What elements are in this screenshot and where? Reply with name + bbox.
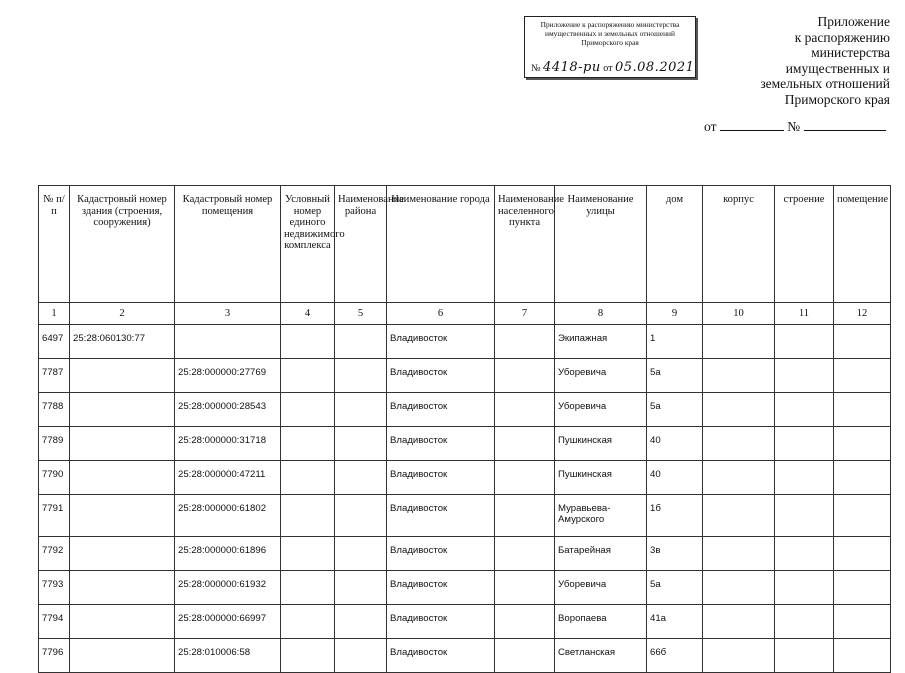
city-cell: Владивосток [387, 605, 495, 639]
structure-cell [775, 427, 834, 461]
appendix-date-line [704, 118, 886, 135]
col-header: Наименование населенного пункта [495, 186, 555, 303]
district-cell [335, 639, 387, 673]
building-block-cell [703, 427, 775, 461]
district-cell [335, 537, 387, 571]
table-body [39, 325, 891, 673]
district-cell [335, 325, 387, 359]
building-block-cell [703, 537, 775, 571]
city-cell: Владивосток [387, 393, 495, 427]
settlement-cell [495, 393, 555, 427]
structure-cell [775, 605, 834, 639]
table-row [39, 571, 891, 605]
building-block-cell [703, 639, 775, 673]
complex-number-cell [281, 359, 335, 393]
street-cell: Воропаева [555, 605, 647, 639]
premises-cell [834, 325, 891, 359]
city-cell: Владивосток [387, 495, 495, 537]
premises-cadastral-number-cell: 25:28:000000:27769 [175, 359, 281, 393]
stamp-date-value: 05.08.2021 [614, 60, 695, 75]
row-number-cell: 7794 [39, 605, 70, 639]
complex-number-cell [281, 495, 335, 537]
premises-cell [834, 427, 891, 461]
premises-cell [834, 605, 891, 639]
building-cadastral-number-cell [70, 639, 175, 673]
row-number-cell: 7792 [39, 537, 70, 571]
premises-cadastral-number-cell: 25:28:000000:61932 [175, 571, 281, 605]
col-header: дом [647, 186, 703, 303]
date-blank [720, 118, 784, 131]
appendix-line: Приложение [817, 14, 890, 29]
house-cell: 66б [647, 639, 703, 673]
city-cell: Владивосток [387, 461, 495, 495]
table-row [39, 639, 891, 673]
col-header: № п/п [39, 186, 70, 303]
house-cell: 5а [647, 571, 703, 605]
appendix-line: имущественных и [785, 60, 890, 76]
column-number: 10 [703, 303, 775, 325]
premises-cell [834, 639, 891, 673]
street-cell: Муравьева-Амурского [555, 495, 647, 537]
row-number-cell: 7787 [39, 359, 70, 393]
appendix-from-label: от [704, 119, 717, 134]
row-number-cell: 7793 [39, 571, 70, 605]
building-cadastral-number-cell [70, 393, 175, 427]
header-row [39, 186, 891, 303]
building-cadastral-number-cell [70, 537, 175, 571]
row-number-cell: 7788 [39, 393, 70, 427]
building-block-cell [703, 495, 775, 537]
structure-cell [775, 461, 834, 495]
settlement-cell [495, 495, 555, 537]
column-number: 4 [281, 303, 335, 325]
premises-cell [834, 393, 891, 427]
stamp-line-3: Приморского края [581, 38, 639, 47]
row-number-cell: 7790 [39, 461, 70, 495]
table-row [39, 325, 891, 359]
premises-cadastral-number-cell: 25:28:010006:58 [175, 639, 281, 673]
building-cadastral-number-cell: 25:28:060130:77 [70, 325, 175, 359]
district-cell [335, 571, 387, 605]
col-header: строение [775, 186, 834, 303]
column-number: 7 [495, 303, 555, 325]
table-row [39, 393, 891, 427]
house-cell: 41а [647, 605, 703, 639]
street-cell: Пушкинская [555, 461, 647, 495]
house-cell: 5а [647, 393, 703, 427]
premises-cadastral-number-cell: 25:28:000000:31718 [175, 427, 281, 461]
building-cadastral-number-cell [70, 571, 175, 605]
stamp-number-label: № [531, 63, 541, 74]
premises-cadastral-number-cell: 25:28:000000:28543 [175, 393, 281, 427]
building-block-cell [703, 605, 775, 639]
premises-cell [834, 461, 891, 495]
row-number-cell: 7789 [39, 427, 70, 461]
complex-number-cell [281, 427, 335, 461]
building-block-cell [703, 393, 775, 427]
stamp-from-label: от [603, 63, 613, 74]
house-cell: 5а [647, 359, 703, 393]
street-cell: Светланская [555, 639, 647, 673]
premises-cadastral-number-cell: 25:28:000000:47211 [175, 461, 281, 495]
approval-stamp [524, 16, 696, 78]
table-row [39, 605, 891, 639]
column-number: 6 [387, 303, 495, 325]
table-row [39, 359, 891, 393]
column-number: 2 [70, 303, 175, 325]
table-row [39, 537, 891, 571]
premises-cadastral-number-cell: 25:28:000000:66997 [175, 605, 281, 639]
district-cell [335, 605, 387, 639]
col-header: Кадастровый номер здания (строения, сооружения) [70, 186, 175, 303]
appendix-number-label: № [787, 119, 801, 134]
structure-cell [775, 537, 834, 571]
stamp-line-2: имущественных и земельных отношений [545, 29, 675, 38]
premises-cadastral-number-cell: 25:28:000000:61802 [175, 495, 281, 537]
column-number: 11 [775, 303, 834, 325]
complex-number-cell [281, 393, 335, 427]
col-header: Условный номер единого недвижимого комплекса [281, 186, 335, 303]
house-cell: 40 [647, 461, 703, 495]
column-number: 8 [555, 303, 647, 325]
property-register-table [38, 185, 891, 673]
number-blank [804, 118, 886, 131]
settlement-cell [495, 639, 555, 673]
complex-number-cell [281, 639, 335, 673]
city-cell: Владивосток [387, 325, 495, 359]
structure-cell [775, 495, 834, 537]
street-cell: Уборевича [555, 359, 647, 393]
district-cell [335, 495, 387, 537]
premises-cell [834, 495, 891, 537]
column-number-row [39, 303, 891, 325]
building-cadastral-number-cell [70, 461, 175, 495]
table-row [39, 427, 891, 461]
complex-number-cell [281, 461, 335, 495]
district-cell [335, 393, 387, 427]
settlement-cell [495, 359, 555, 393]
district-cell [335, 359, 387, 393]
premises-cell [834, 571, 891, 605]
settlement-cell [495, 427, 555, 461]
settlement-cell [495, 461, 555, 495]
street-cell: Уборевича [555, 571, 647, 605]
complex-number-cell [281, 605, 335, 639]
structure-cell [775, 571, 834, 605]
complex-number-cell [281, 537, 335, 571]
structure-cell [775, 393, 834, 427]
col-header: Наименование улицы [555, 186, 647, 303]
building-cadastral-number-cell [70, 605, 175, 639]
building-cadastral-number-cell [70, 359, 175, 393]
appendix-heading [700, 14, 890, 107]
column-number: 3 [175, 303, 281, 325]
house-cell: 40 [647, 427, 703, 461]
city-cell: Владивосток [387, 639, 495, 673]
house-cell: 1 [647, 325, 703, 359]
district-cell [335, 427, 387, 461]
house-cell: 3в [647, 537, 703, 571]
city-cell: Владивосток [387, 537, 495, 571]
row-number-cell: 6497 [39, 325, 70, 359]
column-number: 5 [335, 303, 387, 325]
appendix-line: земельных отношений [760, 76, 890, 91]
col-header: корпус [703, 186, 775, 303]
stamp-line-1: Приложение к распоряжению министерства [540, 20, 680, 29]
settlement-cell [495, 325, 555, 359]
structure-cell [775, 359, 834, 393]
appendix-line: министерства [811, 45, 890, 60]
city-cell: Владивосток [387, 359, 495, 393]
street-cell: Пушкинская [555, 427, 647, 461]
col-header: помещение [834, 186, 891, 303]
premises-cadastral-number-cell: 25:28:000000:61896 [175, 537, 281, 571]
building-block-cell [703, 359, 775, 393]
city-cell: Владивосток [387, 427, 495, 461]
col-header: Наименование города [387, 186, 495, 303]
building-block-cell [703, 571, 775, 605]
row-number-cell: 7796 [39, 639, 70, 673]
column-number: 12 [834, 303, 891, 325]
district-cell [335, 461, 387, 495]
settlement-cell [495, 605, 555, 639]
building-cadastral-number-cell [70, 427, 175, 461]
complex-number-cell [281, 325, 335, 359]
premises-cadastral-number-cell [175, 325, 281, 359]
premises-cell [834, 359, 891, 393]
column-number: 9 [647, 303, 703, 325]
settlement-cell [495, 571, 555, 605]
house-cell: 1б [647, 495, 703, 537]
stamp-number-line [531, 60, 695, 75]
building-block-cell [703, 461, 775, 495]
column-number: 1 [39, 303, 70, 325]
city-cell: Владивосток [387, 571, 495, 605]
structure-cell [775, 325, 834, 359]
premises-cell [834, 537, 891, 571]
table-row [39, 461, 891, 495]
building-block-cell [703, 325, 775, 359]
row-number-cell: 7791 [39, 495, 70, 537]
structure-cell [775, 639, 834, 673]
stamp-number-value: 4418-ри [543, 60, 601, 75]
col-header: Кадастровый номер помещения [175, 186, 281, 303]
settlement-cell [495, 537, 555, 571]
street-cell: Батарейная [555, 537, 647, 571]
appendix-line: Приморского края [784, 91, 890, 107]
col-header: Наименование района [335, 186, 387, 303]
street-cell: Экипажная [555, 325, 647, 359]
appendix-line: к распоряжению [794, 29, 890, 45]
complex-number-cell [281, 571, 335, 605]
table-row [39, 495, 891, 537]
building-cadastral-number-cell [70, 495, 175, 537]
street-cell: Уборевича [555, 393, 647, 427]
